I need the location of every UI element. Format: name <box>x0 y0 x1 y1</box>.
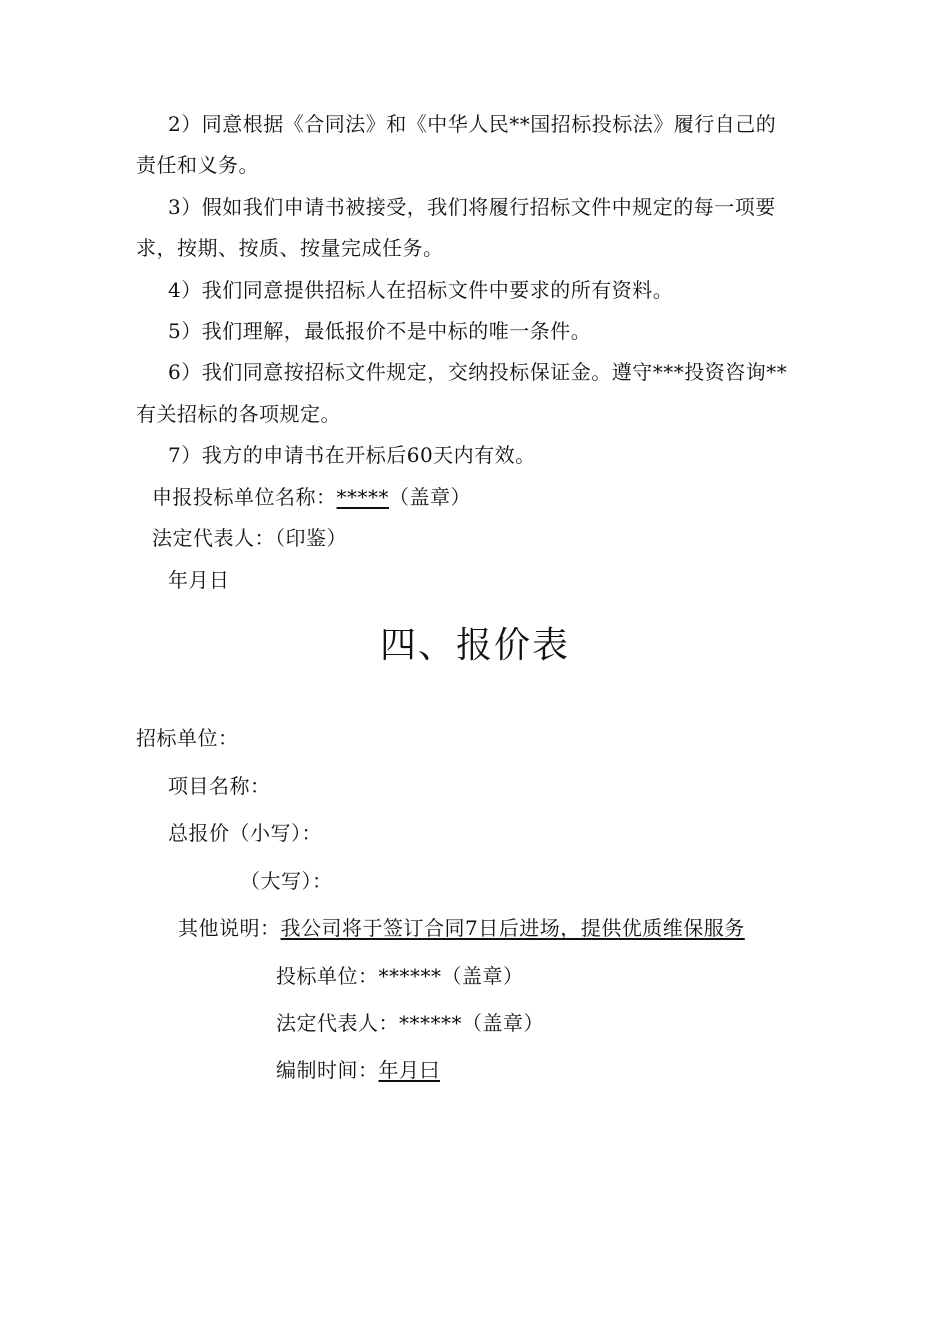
legal-representative-seal-line: 法定代表人：（印鉴） <box>152 526 347 550</box>
prepared-time-line <box>276 1056 440 1084</box>
applicant-unit-line <box>152 483 471 511</box>
signature-date: 年月日 <box>168 568 230 592</box>
other-notes-label: 其他说明： <box>178 916 281 940</box>
section-title: 四、报价表 <box>379 625 570 666</box>
prepared-time-label: 编制时间： <box>276 1058 379 1082</box>
other-notes-line <box>178 914 745 942</box>
clause-2-line-2: 责任和义务。 <box>136 153 259 177</box>
legal-representative-line: 法定代表人：******（盖章） <box>276 1011 544 1035</box>
clause-3-line-2: 求，按期、按质、按量完成任务。 <box>136 236 444 260</box>
total-price-small-field: 总报价（小写）： <box>168 821 322 845</box>
bidder-unit-line: 投标单位：******（盖章） <box>276 964 524 988</box>
clause-2-line-1: 2）同意根据《合同法》和《中华人民**国招标投标法》履行自己的 <box>168 112 777 136</box>
applicant-unit-seal: （盖章） <box>389 485 471 509</box>
clause-6-line-1: 6）我们同意按招标文件规定，交纳投标保证金。遵守***投资咨询** <box>168 360 788 384</box>
other-notes-value: 我公司将于签订合同7日后进场，提供优质维保服务 <box>280 916 745 940</box>
clause-5: 5）我们理解，最低报价不是中标的唯一条件。 <box>168 319 592 343</box>
total-price-big-field: （大写）： <box>240 869 333 893</box>
applicant-unit-value: ***** <box>336 485 389 509</box>
project-name-field: 项目名称： <box>168 774 271 798</box>
clause-7: 7）我方的申请书在开标后60天内有效。 <box>168 443 536 467</box>
clause-6-line-2: 有关招标的各项规定。 <box>136 402 341 426</box>
tender-unit-field: 招标单位： <box>136 726 239 750</box>
clause-4: 4）我们同意提供招标人在招标文件中要求的所有资料。 <box>168 278 674 302</box>
prepared-time-value: 年月曰 <box>378 1058 440 1082</box>
applicant-unit-label: 申报投标单位名称： <box>152 485 337 509</box>
clause-3-line-1: 3）假如我们申请书被接受，我们将履行招标文件中规定的每一项要 <box>168 195 776 219</box>
